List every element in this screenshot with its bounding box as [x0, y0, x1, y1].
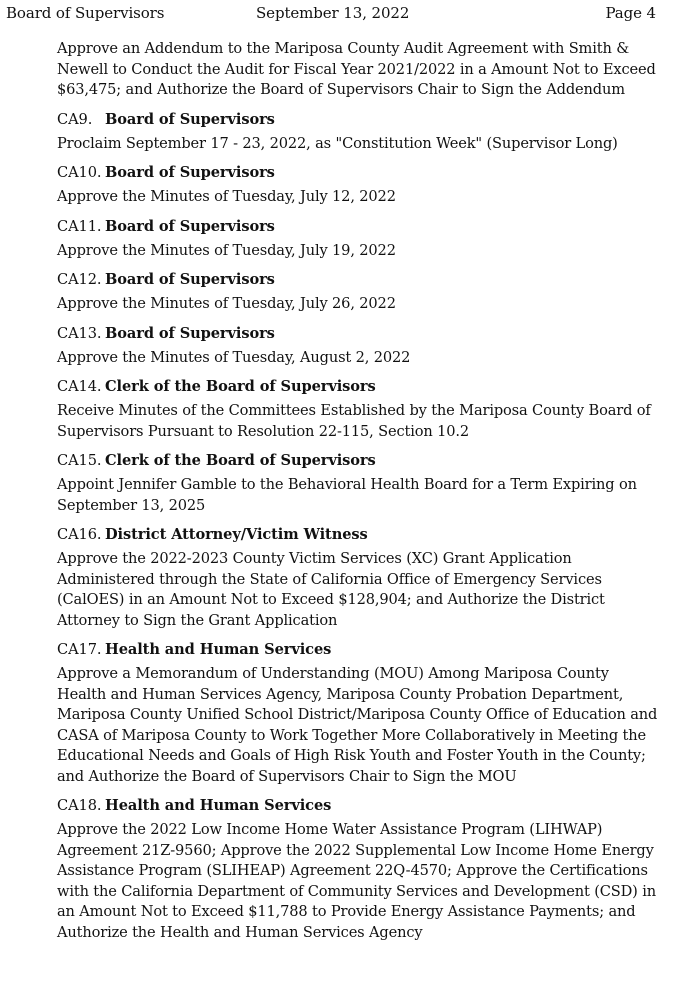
- item-department: Health and Human Services: [105, 797, 332, 814]
- agenda-item-ca11: [57, 217, 661, 262]
- agenda-item-ca10: [57, 163, 661, 208]
- item-department: Health and Human Services: [105, 641, 332, 658]
- page-header: [6, 4, 656, 24]
- item-department: Clerk of the Board of Supervisors: [105, 452, 376, 469]
- item-department: Board of Supervisors: [105, 164, 275, 181]
- header-date: September 13, 2022: [256, 4, 410, 22]
- agenda-item-ca9: [57, 110, 661, 155]
- item-number: CA15.: [57, 452, 102, 469]
- item-text: Approve the Minutes of Tuesday, July 12, 2022: [57, 188, 396, 205]
- agenda-item-ca18: [57, 796, 661, 943]
- agenda-item-heading: [57, 525, 661, 545]
- item-department: Clerk of the Board of Supervisors: [105, 378, 376, 395]
- item-number: CA12.: [57, 271, 102, 288]
- item-number: CA18.: [57, 797, 102, 814]
- item-text: Receive Minutes of the Committees Established by the Mariposa County Board of Supervisors Pursuant to Resolution 22-115, Section 10.2: [57, 402, 651, 440]
- item-text: Approve the Minutes of Tuesday, July 26, 2022: [57, 295, 396, 312]
- item-number: CA17.: [57, 641, 102, 658]
- item-department: Board of Supervisors: [105, 271, 275, 288]
- item-number: CA14.: [57, 378, 102, 395]
- intro-item-text: Approve an Addendum to the Mariposa County Audit Agreement with Smith & Newell to Conduct the Audit for Fiscal Year 2021/2022 in a Amount Not to Exceed $63,475; and Authorize the Board of Supervisors Chair to Sign the Addendum: [57, 40, 656, 98]
- item-text: Approve the Minutes of Tuesday, July 19, 2022: [57, 241, 396, 259]
- agenda-item-heading: [57, 110, 661, 130]
- agenda-content: [57, 39, 661, 943]
- agenda-item-heading: [57, 270, 661, 290]
- header-page-number: Page 4: [605, 4, 656, 22]
- item-department: District Attorney/Victim Witness: [105, 526, 368, 543]
- item-department: Board of Supervisors: [105, 110, 275, 128]
- item-number: CA10.: [57, 164, 102, 181]
- item-text: Appoint Jennifer Gamble to the Behavioral Health Board for a Term Expiring on September 13, 2025: [57, 476, 637, 514]
- agenda-item-heading: [57, 217, 661, 237]
- item-text: Approve a Memorandum of Understanding (MOU) Among Mariposa County Health and Human Services Agency, Mariposa County Probation Department, Mariposa County Unified School District/Mariposa County Office of Education and CASA of Mariposa County to Work Together More Collaboratively in Meeting the Educational Needs and Goals of High Risk Youth and Foster Youth in the County; and Authorize the Board of Supervisors Chair to Sign the MOU: [57, 665, 658, 785]
- agenda-item-heading: [57, 451, 661, 471]
- item-number: CA9.: [57, 110, 93, 128]
- item-text: Approve the 2022 Low Income Home Water Assistance Program (LIHWAP) Agreement 21Z-9560; Approve the 2022 Supplemental Low Income Home Energy Assistance Program (SLIHEAP) Agreement 22Q-4570; Approve the Certifications with the California Department of Community Services and Development (CSD) in an Amount Not to Exceed $11,788 to Provide Energy Assistance Payments; and Authorize the Health and Human Services Agency: [57, 821, 656, 941]
- agenda-item-ca12: [57, 270, 661, 315]
- item-text: Proclaim September 17 - 23, 2022, as "Constitution Week" (Supervisor Long): [57, 134, 618, 152]
- agenda-item-ca13: [57, 324, 661, 369]
- item-number: CA16.: [57, 526, 102, 543]
- item-department: Board of Supervisors: [105, 217, 275, 235]
- agenda-item-ca17: [57, 640, 661, 787]
- agenda-item-heading: [57, 640, 661, 660]
- agenda-item-heading: [57, 796, 661, 816]
- item-number: CA11.: [57, 217, 102, 235]
- item-department: Board of Supervisors: [105, 324, 275, 342]
- item-text: Approve the Minutes of Tuesday, August 2, 2022: [57, 348, 411, 366]
- agenda-item-heading: [57, 163, 661, 183]
- header-title: Board of Supervisors: [6, 4, 165, 22]
- agenda-item-heading: [57, 324, 661, 344]
- item-text: Approve the 2022-2023 County Victim Services (XC) Grant Application Administered through the State of California Office of Emergency Services (CalOES) in an Amount Not to Exceed $128,904; and Authorize the District Attorney to Sign the Grant Application: [57, 550, 605, 629]
- agenda-item-ca16: [57, 525, 661, 631]
- agenda-item-ca14: [57, 377, 661, 442]
- agenda-item-heading: [57, 377, 661, 397]
- agenda-item-ca15: [57, 451, 661, 516]
- item-number: CA13.: [57, 324, 102, 342]
